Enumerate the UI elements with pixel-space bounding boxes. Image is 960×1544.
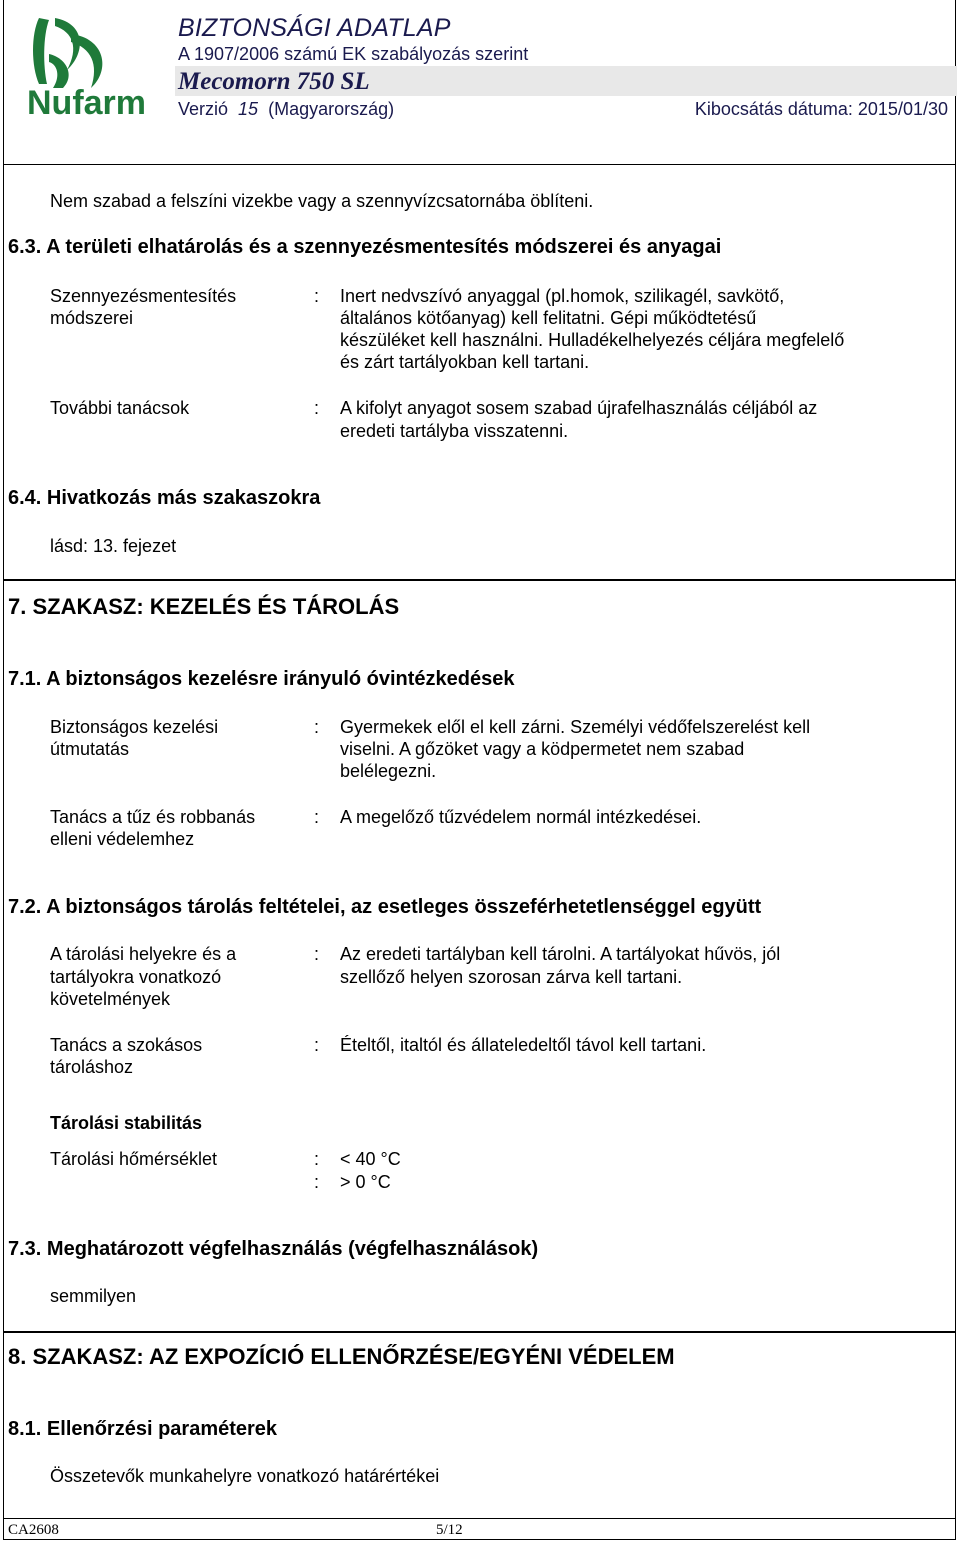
document-title: BIZTONSÁGI ADATLAP — [178, 14, 451, 42]
section-8-1-heading: 8.1. Ellenőrzési paraméterek — [8, 1418, 278, 1440]
field-label: A tárolási helyekre és a — [50, 944, 237, 964]
field-value: Az eredeti tartályban kell tárolni. A tartályokat hűvös, jól — [340, 944, 781, 964]
section-7-3-heading: 7.3. Meghatározott végfelhasználás (végfelhasználások) — [8, 1238, 539, 1260]
version-country: (Magyarország) — [268, 99, 395, 119]
version-number: 15 — [238, 99, 259, 119]
section-7-2-heading: 7.2. A biztonságos tárolás feltételei, az esetleges összeférhetetlenséggel együtt — [8, 896, 762, 918]
field-label: útmutatás — [50, 739, 130, 759]
storage-stability-heading: Tárolási stabilitás — [50, 1113, 203, 1133]
field-value: Inert nedvszívó anyaggal (pl.homok, szilikagél, savkötő, — [340, 286, 785, 306]
field-value: és zárt tartályokban kell tartani. — [340, 352, 590, 372]
field-value: Gyermekek elől el kell zárni. Személyi védőfelszerelést kell — [340, 717, 811, 737]
regulation-line: A 1907/2006 számú EK szabályozás szerint — [178, 44, 529, 64]
field-colon: : — [314, 1149, 320, 1169]
product-name: Mecomorn 750 SL — [178, 68, 370, 95]
field-label: Szennyezésmentesítés — [50, 286, 237, 306]
storage-temperature-label: Tárolási hőmérséklet — [50, 1149, 218, 1169]
field-colon: : — [314, 1172, 320, 1192]
issue-date: Kibocsátás dátuma: 2015/01/30 — [694, 99, 948, 119]
page-number: 5/12 — [436, 1522, 463, 1538]
version-line — [178, 99, 394, 120]
section-6-4-text: lásd: 13. fejezet — [50, 536, 177, 556]
section-7-1-heading: 7.1. A biztonságos kezelésre irányuló óvintézkedések — [8, 668, 515, 690]
field-label: követelmények — [50, 989, 171, 1009]
field-value: eredeti tartályba visszatenni. — [340, 421, 569, 441]
nufarm-logo — [27, 14, 157, 119]
field-value: A megelőző tűzvédelem normál intézkedései. — [340, 807, 702, 827]
section-divider — [3, 579, 956, 581]
field-colon: : — [314, 398, 320, 418]
field-colon: : — [314, 717, 320, 737]
section-6-4-heading: 6.4. Hivatkozás más szakaszokra — [8, 487, 321, 509]
section-7-3-text: semmilyen — [50, 1286, 137, 1306]
section-8-1-text: Összetevők munkahelyre vonatkozó határértékei — [50, 1466, 440, 1486]
version-label: Verzió — [178, 99, 229, 119]
page-frame — [3, 0, 956, 1540]
field-label: elleni védelemhez — [50, 829, 195, 849]
section-8-heading: 8. SZAKASZ: AZ EXPOZÍCIÓ ELLENŐRZÉSE/EGYÉNI VÉDELEM — [8, 1344, 675, 1369]
field-colon: : — [314, 286, 320, 306]
field-label: Biztonságos kezelési — [50, 717, 219, 737]
field-label: módszerei — [50, 308, 134, 328]
field-value: belélegezni. — [340, 761, 437, 781]
field-label: Tanács a tűz és robbanás — [50, 807, 256, 827]
field-colon: : — [314, 1035, 320, 1055]
field-colon: : — [314, 944, 320, 964]
field-label: További tanácsok — [50, 398, 190, 418]
section-6-3-heading: 6.3. A területi elhatárolás és a szennyezésmentesítés módszerei és anyagai — [8, 236, 722, 258]
intro-line: Nem szabad a felszíni vizekbe vagy a szennyvízcsatornába öblíteni. — [50, 191, 594, 211]
field-value: szellőző helyen szorosan zárva kell tartani. — [340, 967, 683, 987]
document-header — [3, 0, 956, 165]
field-label: Tanács a szokásos — [50, 1035, 203, 1055]
field-value: Ételtől, italtól és állateledeltől távol kell tartani. — [340, 1035, 707, 1055]
logo-wordmark: Nufarm — [27, 84, 147, 119]
storage-temperature-min: > 0 °C — [340, 1172, 391, 1192]
field-colon: : — [314, 807, 320, 827]
field-value: általános kötőanyag) kell felitatni. Gépi működtetésű — [340, 308, 757, 328]
field-label: tartályokra vonatkozó — [50, 967, 222, 987]
field-value: viselni. A gőzöket vagy a ködpermetet nem szabad — [340, 739, 745, 759]
section-divider — [3, 1331, 956, 1333]
field-value: A kifolyt anyagot sosem szabad újrafelhasználás céljából az — [340, 398, 818, 418]
footer-divider — [3, 1518, 956, 1519]
storage-temperature-max: < 40 °C — [340, 1149, 401, 1169]
field-label: tároláshoz — [50, 1057, 134, 1077]
document-code: CA2608 — [8, 1522, 59, 1538]
field-value: készüléket kell használni. Hulladékelhelyezés céljára megfelelő — [340, 330, 845, 350]
section-7-heading: 7. SZAKASZ: KEZELÉS ÉS TÁROLÁS — [8, 594, 400, 619]
